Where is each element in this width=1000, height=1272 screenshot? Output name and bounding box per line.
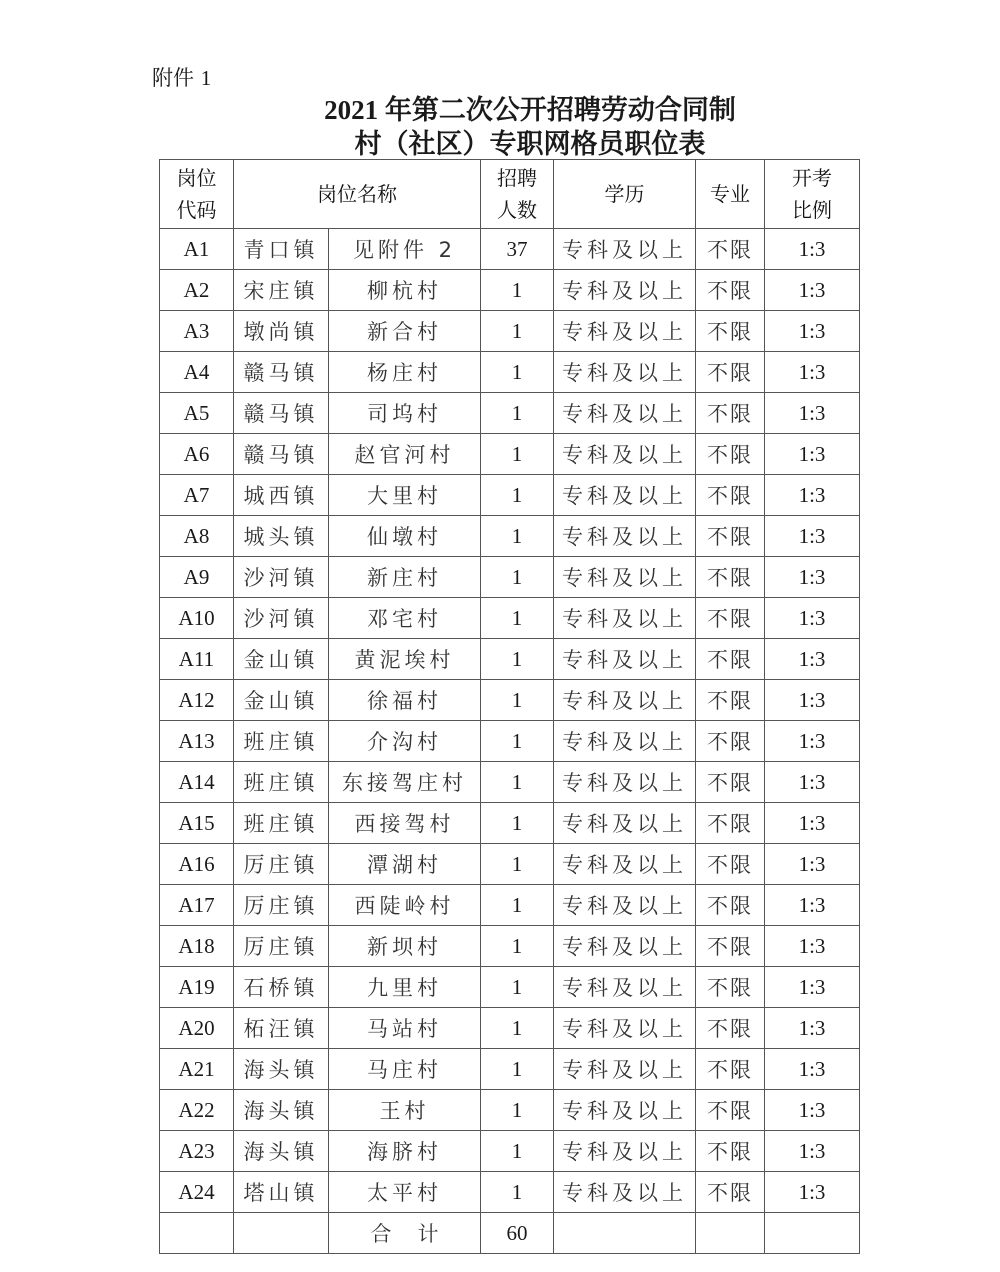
exam-ratio-cell: 1:3 <box>765 229 860 270</box>
major-cell: 不限 <box>696 229 765 270</box>
village-cell: 介沟村 <box>329 721 481 762</box>
town-cell: 赣马镇 <box>234 352 329 393</box>
hiring-count-cell: 1 <box>481 1049 554 1090</box>
town-cell: 厉庄镇 <box>234 885 329 926</box>
exam-ratio-cell: 1:3 <box>765 598 860 639</box>
total-empty-town-cell <box>234 1213 329 1254</box>
town-cell: 海头镇 <box>234 1049 329 1090</box>
town-cell: 赣马镇 <box>234 393 329 434</box>
table-row <box>160 311 860 352</box>
table-row <box>160 803 860 844</box>
header-count-line2: 人数 <box>497 198 537 222</box>
town-cell: 班庄镇 <box>234 762 329 803</box>
position-code-cell: A12 <box>160 680 234 721</box>
hiring-count-cell: 1 <box>481 885 554 926</box>
town-cell: 海头镇 <box>234 1131 329 1172</box>
education-cell: 专科及以上 <box>554 598 696 639</box>
table-row <box>160 1090 860 1131</box>
education-cell: 专科及以上 <box>554 311 696 352</box>
exam-ratio-cell: 1:3 <box>765 762 860 803</box>
education-cell: 专科及以上 <box>554 229 696 270</box>
position-code-cell: A22 <box>160 1090 234 1131</box>
major-cell: 不限 <box>696 1131 765 1172</box>
total-empty-education-cell <box>554 1213 696 1254</box>
town-cell: 厉庄镇 <box>234 844 329 885</box>
position-code-cell: A21 <box>160 1049 234 1090</box>
town-cell: 城西镇 <box>234 475 329 516</box>
major-cell: 不限 <box>696 1172 765 1213</box>
hiring-count-cell: 1 <box>481 352 554 393</box>
table-row <box>160 762 860 803</box>
exam-ratio-cell: 1:3 <box>765 516 860 557</box>
town-cell: 沙河镇 <box>234 557 329 598</box>
exam-ratio-cell: 1:3 <box>765 967 860 1008</box>
position-code-cell: A10 <box>160 598 234 639</box>
village-cell: 潭湖村 <box>329 844 481 885</box>
table-row <box>160 885 860 926</box>
town-cell: 厉庄镇 <box>234 926 329 967</box>
header-count-line1: 招聘 <box>497 166 537 190</box>
position-code-cell: A3 <box>160 311 234 352</box>
hiring-count-cell: 1 <box>481 270 554 311</box>
position-code-cell: A23 <box>160 1131 234 1172</box>
hiring-count-cell: 1 <box>481 680 554 721</box>
education-cell: 专科及以上 <box>554 475 696 516</box>
position-code-cell: A24 <box>160 1172 234 1213</box>
town-cell: 宋庄镇 <box>234 270 329 311</box>
hiring-count-cell: 1 <box>481 1172 554 1213</box>
total-row <box>160 1213 860 1254</box>
position-code-cell: A20 <box>160 1008 234 1049</box>
exam-ratio-cell: 1:3 <box>765 844 860 885</box>
education-cell: 专科及以上 <box>554 434 696 475</box>
table-row <box>160 352 860 393</box>
education-cell: 专科及以上 <box>554 762 696 803</box>
exam-ratio-cell: 1:3 <box>765 1008 860 1049</box>
header-position-code <box>160 160 234 229</box>
village-cell: 马站村 <box>329 1008 481 1049</box>
town-cell: 金山镇 <box>234 639 329 680</box>
education-cell: 专科及以上 <box>554 516 696 557</box>
header-ratio-line1: 开考 <box>792 166 832 190</box>
exam-ratio-cell: 1:3 <box>765 721 860 762</box>
major-cell: 不限 <box>696 680 765 721</box>
table-header-row <box>160 160 860 229</box>
position-code-cell: A6 <box>160 434 234 475</box>
attachment-text: 附件 <box>152 66 194 90</box>
hiring-count-cell: 1 <box>481 1131 554 1172</box>
exam-ratio-cell: 1:3 <box>765 311 860 352</box>
hiring-count-cell: 1 <box>481 516 554 557</box>
table-row <box>160 516 860 557</box>
major-cell: 不限 <box>696 393 765 434</box>
hiring-count-cell: 1 <box>481 844 554 885</box>
exam-ratio-cell: 1:3 <box>765 1049 860 1090</box>
exam-ratio-cell: 1:3 <box>765 1172 860 1213</box>
village-cell: 太平村 <box>329 1172 481 1213</box>
position-code-cell: A14 <box>160 762 234 803</box>
position-code-cell: A5 <box>160 393 234 434</box>
hiring-count-cell: 1 <box>481 1008 554 1049</box>
hiring-count-cell: 1 <box>481 926 554 967</box>
table-row <box>160 598 860 639</box>
exam-ratio-cell: 1:3 <box>765 1090 860 1131</box>
table-row <box>160 639 860 680</box>
hiring-count-cell: 1 <box>481 967 554 1008</box>
position-code-cell: A19 <box>160 967 234 1008</box>
major-cell: 不限 <box>696 721 765 762</box>
town-cell: 金山镇 <box>234 680 329 721</box>
hiring-count-cell: 1 <box>481 557 554 598</box>
table-row <box>160 393 860 434</box>
position-code-cell: A16 <box>160 844 234 885</box>
major-cell: 不限 <box>696 434 765 475</box>
village-cell: 新合村 <box>329 311 481 352</box>
exam-ratio-cell: 1:3 <box>765 680 860 721</box>
town-cell: 城头镇 <box>234 516 329 557</box>
exam-ratio-cell: 1:3 <box>765 639 860 680</box>
major-cell: 不限 <box>696 311 765 352</box>
major-cell: 不限 <box>696 926 765 967</box>
education-cell: 专科及以上 <box>554 1049 696 1090</box>
exam-ratio-cell: 1:3 <box>765 557 860 598</box>
village-cell: 九里村 <box>329 967 481 1008</box>
exam-ratio-cell: 1:3 <box>765 393 860 434</box>
village-cell: 见附件 2 <box>329 229 481 270</box>
hiring-count-cell: 1 <box>481 393 554 434</box>
town-cell: 塔山镇 <box>234 1172 329 1213</box>
position-code-cell: A11 <box>160 639 234 680</box>
major-cell: 不限 <box>696 803 765 844</box>
major-cell: 不限 <box>696 762 765 803</box>
village-cell: 大里村 <box>329 475 481 516</box>
document-title-line2: 村（社区）专职网格员职位表 <box>354 129 706 159</box>
position-code-cell: A2 <box>160 270 234 311</box>
position-code-cell: A15 <box>160 803 234 844</box>
table-row <box>160 844 860 885</box>
document-title-line1: 2021 年第二次公开招聘劳动合同制 <box>324 95 736 125</box>
hiring-count-cell: 1 <box>481 721 554 762</box>
major-cell: 不限 <box>696 1008 765 1049</box>
education-cell: 专科及以上 <box>554 352 696 393</box>
village-cell: 黄泥埃村 <box>329 639 481 680</box>
education-cell: 专科及以上 <box>554 270 696 311</box>
major-cell: 不限 <box>696 475 765 516</box>
major-cell: 不限 <box>696 1090 765 1131</box>
education-cell: 专科及以上 <box>554 1131 696 1172</box>
education-cell: 专科及以上 <box>554 1090 696 1131</box>
table-row <box>160 557 860 598</box>
table-body <box>160 229 860 1254</box>
village-cell: 西接驾村 <box>329 803 481 844</box>
village-cell: 马庄村 <box>329 1049 481 1090</box>
table-row <box>160 1008 860 1049</box>
education-cell: 专科及以上 <box>554 721 696 762</box>
village-cell: 新庄村 <box>329 557 481 598</box>
position-code-cell: A8 <box>160 516 234 557</box>
education-cell: 专科及以上 <box>554 1172 696 1213</box>
major-cell: 不限 <box>696 516 765 557</box>
total-label-cell: 合计 <box>329 1213 481 1254</box>
exam-ratio-cell: 1:3 <box>765 1131 860 1172</box>
exam-ratio-cell: 1:3 <box>765 475 860 516</box>
header-major: 专业 <box>696 160 765 229</box>
major-cell: 不限 <box>696 598 765 639</box>
town-cell: 班庄镇 <box>234 803 329 844</box>
exam-ratio-cell: 1:3 <box>765 926 860 967</box>
village-cell: 杨庄村 <box>329 352 481 393</box>
major-cell: 不限 <box>696 352 765 393</box>
village-cell: 海脐村 <box>329 1131 481 1172</box>
header-code-line2: 代码 <box>176 198 217 222</box>
position-code-cell: A17 <box>160 885 234 926</box>
exam-ratio-cell: 1:3 <box>765 352 860 393</box>
education-cell: 专科及以上 <box>554 680 696 721</box>
position-code-cell: A9 <box>160 557 234 598</box>
education-cell: 专科及以上 <box>554 967 696 1008</box>
village-cell: 仙墩村 <box>329 516 481 557</box>
village-cell: 司坞村 <box>329 393 481 434</box>
town-cell: 青口镇 <box>234 229 329 270</box>
table-row <box>160 721 860 762</box>
header-education: 学历 <box>554 160 696 229</box>
town-cell: 班庄镇 <box>234 721 329 762</box>
header-ratio-line2: 比例 <box>792 198 832 222</box>
position-code-cell: A18 <box>160 926 234 967</box>
table-row <box>160 1172 860 1213</box>
table-row <box>160 926 860 967</box>
major-cell: 不限 <box>696 1049 765 1090</box>
major-cell: 不限 <box>696 557 765 598</box>
table-row <box>160 1131 860 1172</box>
town-cell: 墩尚镇 <box>234 311 329 352</box>
table-row <box>160 680 860 721</box>
table-row <box>160 434 860 475</box>
village-cell: 王村 <box>329 1090 481 1131</box>
exam-ratio-cell: 1:3 <box>765 434 860 475</box>
table-row <box>160 475 860 516</box>
position-code-cell: A7 <box>160 475 234 516</box>
major-cell: 不限 <box>696 967 765 1008</box>
header-code-line1: 岗位 <box>176 166 217 190</box>
header-hiring-count <box>481 160 554 229</box>
education-cell: 专科及以上 <box>554 639 696 680</box>
village-cell: 新坝村 <box>329 926 481 967</box>
town-cell: 沙河镇 <box>234 598 329 639</box>
position-code-cell: A4 <box>160 352 234 393</box>
village-cell: 徐福村 <box>329 680 481 721</box>
header-exam-ratio <box>765 160 860 229</box>
exam-ratio-cell: 1:3 <box>765 270 860 311</box>
hiring-count-cell: 1 <box>481 803 554 844</box>
hiring-count-cell: 1 <box>481 1090 554 1131</box>
town-cell: 石桥镇 <box>234 967 329 1008</box>
hiring-count-cell: 1 <box>481 762 554 803</box>
village-cell: 邓宅村 <box>329 598 481 639</box>
education-cell: 专科及以上 <box>554 1008 696 1049</box>
village-cell: 赵官河村 <box>329 434 481 475</box>
total-empty-ratio-cell <box>765 1213 860 1254</box>
total-count-cell: 60 <box>481 1213 554 1254</box>
major-cell: 不限 <box>696 885 765 926</box>
education-cell: 专科及以上 <box>554 393 696 434</box>
education-cell: 专科及以上 <box>554 885 696 926</box>
hiring-count-cell: 37 <box>481 229 554 270</box>
position-code-cell: A13 <box>160 721 234 762</box>
table-row <box>160 229 860 270</box>
total-empty-code-cell <box>160 1213 234 1254</box>
attachment-number: 1 <box>200 66 212 90</box>
town-cell: 柘汪镇 <box>234 1008 329 1049</box>
position-code-cell: A1 <box>160 229 234 270</box>
hiring-count-cell: 1 <box>481 311 554 352</box>
table-row <box>160 270 860 311</box>
hiring-count-cell: 1 <box>481 475 554 516</box>
header-position-name: 岗位名称 <box>234 160 481 229</box>
education-cell: 专科及以上 <box>554 557 696 598</box>
hiring-count-cell: 1 <box>481 434 554 475</box>
major-cell: 不限 <box>696 270 765 311</box>
total-empty-major-cell <box>696 1213 765 1254</box>
village-cell: 东接驾庄村 <box>329 762 481 803</box>
table-row <box>160 1049 860 1090</box>
education-cell: 专科及以上 <box>554 803 696 844</box>
hiring-count-cell: 1 <box>481 639 554 680</box>
village-cell: 柳杭村 <box>329 270 481 311</box>
major-cell: 不限 <box>696 844 765 885</box>
education-cell: 专科及以上 <box>554 926 696 967</box>
major-cell: 不限 <box>696 639 765 680</box>
exam-ratio-cell: 1:3 <box>765 885 860 926</box>
town-cell: 赣马镇 <box>234 434 329 475</box>
town-cell: 海头镇 <box>234 1090 329 1131</box>
hiring-count-cell: 1 <box>481 598 554 639</box>
education-cell: 专科及以上 <box>554 844 696 885</box>
table-row <box>160 967 860 1008</box>
exam-ratio-cell: 1:3 <box>765 803 860 844</box>
positions-table <box>159 159 860 1254</box>
village-cell: 西陡岭村 <box>329 885 481 926</box>
